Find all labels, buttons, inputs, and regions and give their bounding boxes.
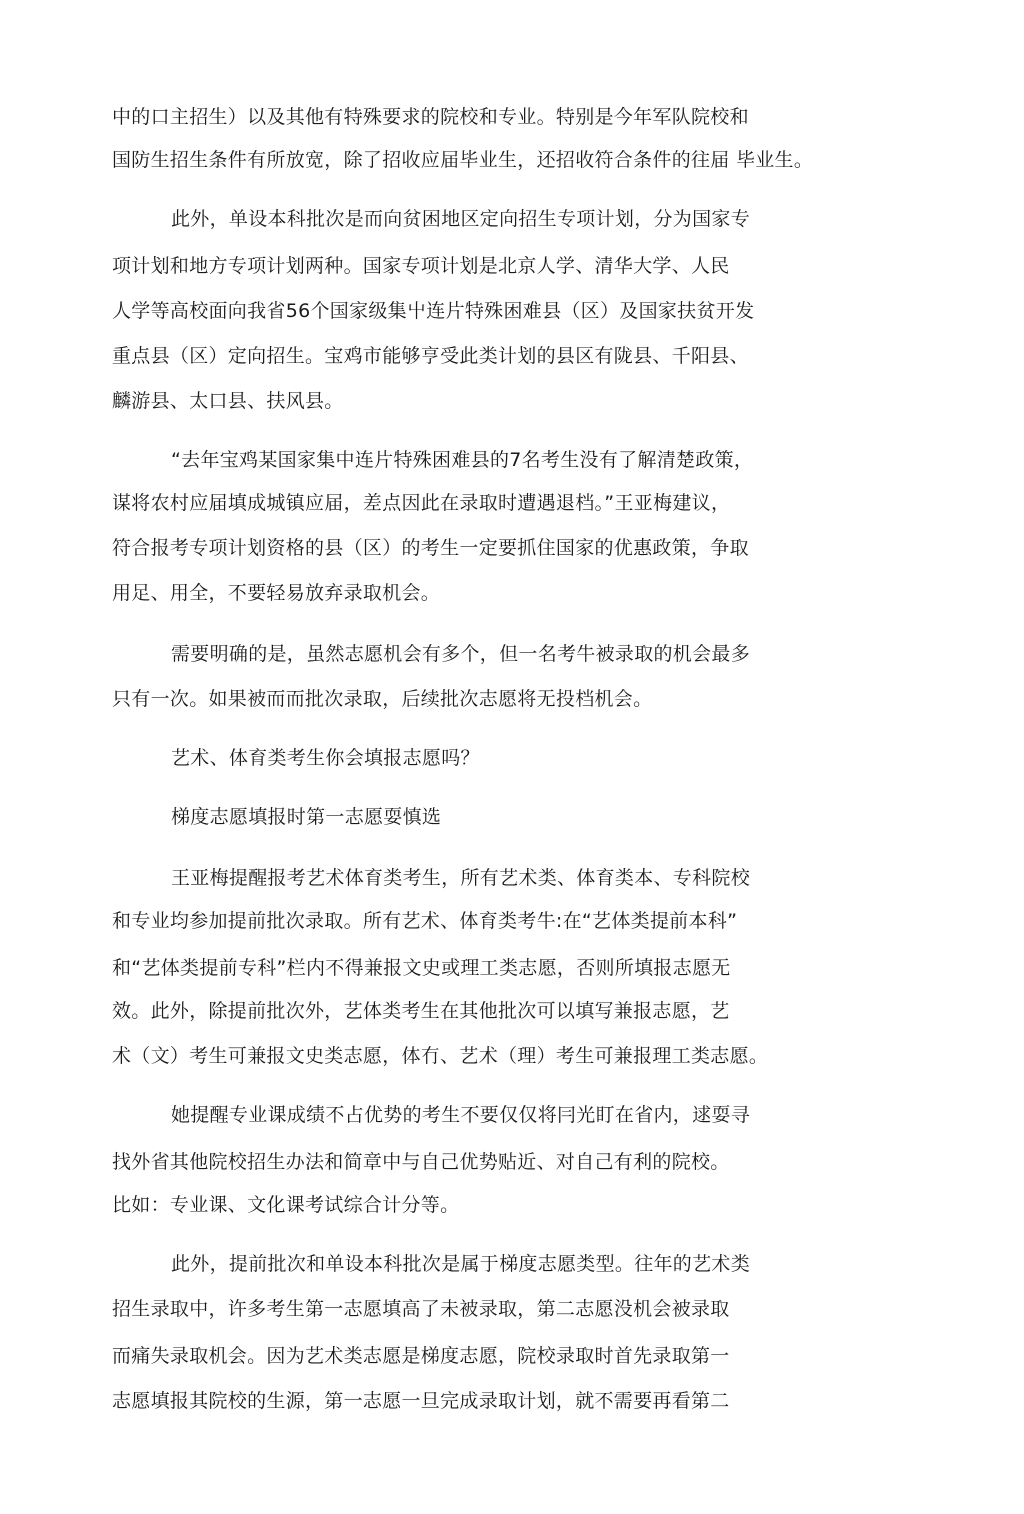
text-line: 谋将农村应届填成城镇应届，差点因此在录取时遭遇退档。”王亚梅建议， bbox=[112, 492, 731, 514]
text-line: 和“艺体类提前专科”栏内不得兼报文史或理工类志愿，否则所填报志愿无 bbox=[112, 957, 731, 979]
text-line: 国防生招生条件有所放宽，除了招收应届毕业生，还招收符合条件的往届 毕业生。 bbox=[112, 149, 814, 171]
text-line: 和专业均参加提前批次录取。所有艺术、体育类考牛:在“艺体类提前本科” bbox=[112, 910, 738, 932]
text-line: 用足、用全，不要轻易放弃录取机会。 bbox=[112, 582, 441, 604]
text-line: 而痛失录取机会。因为艺术类志愿是梯度志愿，院校录取时首先录取第一 bbox=[112, 1345, 730, 1367]
text-line: 术（文）考生可兼报文史类志愿，体冇、艺术（理）考生可兼报理工类志愿。 bbox=[112, 1045, 769, 1067]
text-line: 志愿填报其院校的生源，第一志愿一旦完成录取计划，就不需要再看第二 bbox=[112, 1390, 730, 1412]
text-line: 她提醒专业课成绩不占优势的考生不要仅仅将冃光盯在省内，逑耍寻 bbox=[171, 1104, 751, 1126]
text-line: 重点县（区）定向招生。宝鸡市能够亨受此类计划的县区有陇县、千阳县、 bbox=[112, 345, 749, 367]
text-line: 人学等高校面向我省56个国家级集屮连片特殊困难县（区）及国家扶贫开发 bbox=[112, 300, 755, 322]
text-line: 需要明确的是，虽然志愿机会有多个，但一名考牛被录取的机会最多 bbox=[171, 643, 751, 665]
text-line: 招生录取中，许多考生第一志愿填高了未被录取，第二志愿没机会被录取 bbox=[112, 1298, 730, 1320]
text-line: 王亚梅提醒报考艺术体育类考生，所有艺术类、体育类本、专科院校 bbox=[171, 867, 751, 889]
text-line: 此外，提前批次和单设本科批次是属于梯度志愿类型。往年的艺术类 bbox=[171, 1253, 751, 1275]
text-line: 找外省其他院校招生办法和简章中与自己优势贴近、对自己有利的院校。 bbox=[112, 1151, 730, 1173]
text-line: 比如：专业课、文化课考试综合计分等。 bbox=[112, 1194, 460, 1216]
section-heading: 梯度志愿填报时第一志愿耍慎选 bbox=[171, 806, 442, 828]
text-line: “去年宝鸡某国家集中连片特殊困难县的7名考生没有了解清楚政策， bbox=[171, 449, 754, 471]
text-line: 只有一次。如果被而而批次录取，后续批次志愿将无投档机会。 bbox=[112, 688, 653, 710]
text-line: 效。此外，除提前批次外，艺体类考生在其他批次可以填写兼报志愿，艺 bbox=[112, 1000, 730, 1022]
text-line: 此外，单设本科批次是而向贫困地区定向招生专项计划，分为国家专 bbox=[171, 208, 751, 230]
text-line: 中的口主招生）以及其他有特殊要求的院校和专业。特别是今年军队院校和 bbox=[112, 106, 749, 128]
text-line: 麟游县、太口县、扶风县。 bbox=[112, 390, 344, 412]
section-heading: 艺术、体育类考生你会填报志愿吗？ bbox=[171, 747, 480, 769]
text-line: 符合报考专项计划资格的县（区）的考生一定要抓住国家的优惠政策，争取 bbox=[112, 537, 749, 559]
text-line: 项计划和地方专项计划两种。国家专项计划是北京人学、清华大学、人民 bbox=[112, 255, 730, 277]
